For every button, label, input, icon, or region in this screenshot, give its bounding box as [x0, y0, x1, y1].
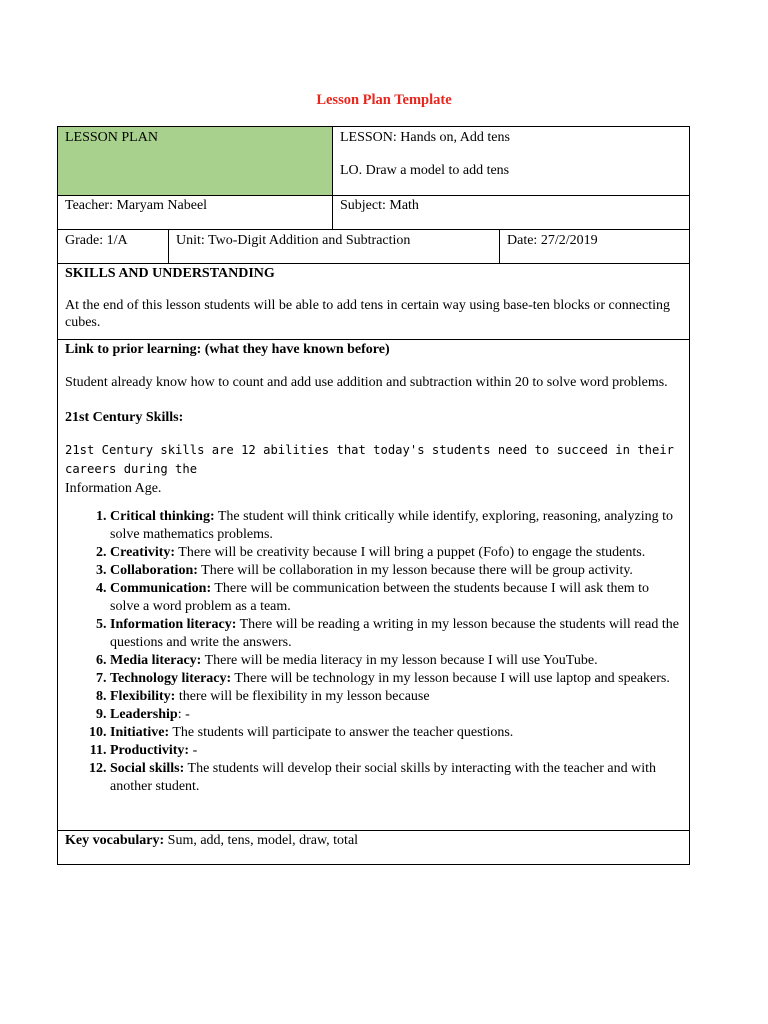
page-title: Lesson Plan Template: [316, 92, 452, 108]
learning-objective: LO. Draw a model to add tens: [340, 163, 510, 178]
skill-label: Critical thinking:: [110, 509, 215, 524]
prior-learning-heading: Link to prior learning: (what they have known before): [65, 342, 390, 357]
skill-text: There will be creativity because I will bring a puppet (Fofo) to engage the students.: [175, 545, 646, 560]
date-value: Date: 27/2/2019: [507, 233, 598, 248]
lesson-name: LESSON: Hands on, Add tens: [340, 130, 510, 145]
skill-label: Collaboration:: [110, 563, 198, 578]
skill-label: Information literacy:: [110, 617, 237, 632]
century-skills-list: [65, 508, 682, 796]
unit-cell: [169, 230, 500, 264]
key-vocabulary-section: [58, 831, 690, 865]
date-cell: [500, 230, 690, 264]
prior-learning-section: [58, 340, 690, 831]
skill-label: Communication:: [110, 581, 212, 596]
skill-label: Creativity:: [110, 545, 176, 560]
list-item: [110, 508, 682, 544]
skill-text: There will be technology in my lesson because I will use laptop and speakers.: [231, 671, 670, 686]
skill-text: There will be collaboration in my lesson because there will be group activity.: [197, 563, 633, 578]
skill-label: Initiative:: [110, 725, 170, 740]
list-item: [110, 670, 682, 688]
century-skills-intro-tail: Information Age.: [65, 481, 162, 496]
unit-value: Unit: Two-Digit Addition and Subtraction: [176, 233, 411, 248]
skill-label: Media literacy:: [110, 653, 202, 668]
list-item: [110, 544, 682, 562]
skill-text: There will be communication between the students because I will ask them to solve a word problem as a team.: [110, 581, 650, 614]
skills-section: [58, 264, 690, 340]
teacher-name: Teacher: Maryam Nabeel: [65, 198, 208, 213]
skill-text: : -: [177, 707, 190, 722]
lesson-plan-cell: [58, 127, 333, 196]
list-item: [110, 562, 682, 580]
subject-name: Subject: Math: [340, 198, 419, 213]
century-skills-heading: 21st Century Skills:: [65, 410, 184, 425]
list-item: [110, 742, 682, 760]
skill-label: Flexibility:: [110, 689, 176, 704]
skill-text: The students will develop their social skills by interacting with the teacher and with another student.: [110, 761, 657, 794]
skill-label: Productivity:: [110, 743, 190, 758]
skill-label: Leadership: [110, 707, 178, 722]
key-vocabulary-text: Sum, add, tens, model, draw, total: [164, 833, 359, 848]
teacher-cell: [58, 196, 333, 230]
skill-text: The students will participate to answer the teacher questions.: [169, 725, 514, 740]
century-skills-intro: [65, 441, 682, 498]
skill-text: -: [189, 743, 198, 758]
list-item: [110, 706, 682, 724]
lesson-plan-table: [57, 126, 690, 865]
list-item: [110, 688, 682, 706]
subject-cell: [333, 196, 690, 230]
skills-text: At the end of this lesson students will be able to add tens in certain way using base-ten blocks or connecting cubes.: [65, 298, 670, 330]
list-item: [110, 760, 682, 796]
list-item: [110, 652, 682, 670]
skills-heading: SKILLS AND UNDERSTANDING: [65, 266, 275, 281]
lesson-cell: [333, 127, 690, 196]
grade-value: Grade: 1/A: [65, 233, 128, 248]
skill-text: There will be reading a writing in my lesson because the students will read the questions and write the answers.: [110, 617, 679, 650]
skill-text: there will be flexibility in my lesson because: [175, 689, 430, 704]
list-item: [110, 580, 682, 616]
skill-label: Technology literacy:: [110, 671, 232, 686]
skill-label: Social skills:: [110, 761, 185, 776]
list-item: [110, 724, 682, 742]
skill-text: The student will think critically while identify, exploring, reasoning, analyzing to solve mathematics problems.: [110, 509, 674, 542]
skill-text: There will be media literacy in my lesson because I will use YouTube.: [201, 653, 598, 668]
grade-cell: [58, 230, 169, 264]
prior-learning-text: Student already know how to count and add use addition and subtraction within 20 to solve word problems.: [65, 375, 668, 390]
century-skills-intro-mono: 21st Century skills are 12 abilities that today's students need to succeed in their careers during the: [65, 443, 675, 476]
list-item: [110, 616, 682, 652]
lesson-plan-label: LESSON PLAN: [65, 130, 158, 145]
key-vocabulary-label: Key vocabulary:: [65, 833, 165, 848]
